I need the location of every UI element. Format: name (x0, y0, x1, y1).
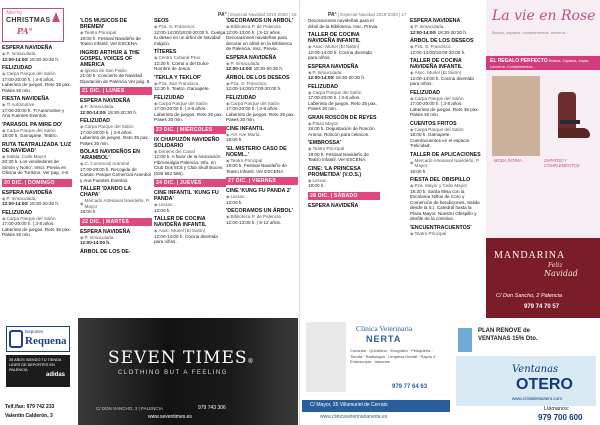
christmas-logo: Merry CHRISTMAS PA° (2, 8, 64, 42)
ad-mandarina[interactable]: MANDARINA Feliz Navidad C/ Don Sancho, 2 Palencia 979 74 70 57 (486, 238, 600, 318)
event-title: ESPERA NAVIDEÑA (308, 202, 359, 209)
day-header: 20 DIC. | DOMINGO (2, 179, 72, 187)
event-title: 'EL MISTERIO CASO DE NOEMI...' (226, 145, 287, 158)
location-pin-icon: ◉ (154, 148, 158, 154)
event-place: ◉ Carpa Parque del Salón (2, 215, 56, 221)
event-item (2, 190, 72, 207)
event-item (226, 95, 298, 123)
requena-phone: Telf./fax: 979 742 233 (5, 404, 55, 410)
seven-times-slogan: CLOTHING BUT A FEELING (118, 370, 228, 376)
location-pin-icon: ◉ (410, 70, 414, 75)
event-item (226, 75, 298, 92)
event-item (154, 216, 226, 245)
event-title: 'ENCUENTRACUENTOS' (410, 224, 472, 231)
event-title: GRAN ROSCÓN DE REYES (308, 114, 377, 121)
location-pin-icon: ◉ (2, 102, 6, 107)
event-title: ESPERA NAVIDEÑA (80, 98, 131, 104)
event-place: ◉ P. Inmaculada. (80, 104, 115, 109)
event-place: ◉ Iglesia de San Pablo (80, 67, 127, 73)
event-place: ◉ P. Inmaculada. (2, 195, 37, 201)
event-title: TALLER DE COCINA NAVIDEÑA INFANTIL (154, 216, 207, 228)
location-pin-icon: ◉ (154, 202, 158, 207)
event-time: 19:00 h. (308, 183, 325, 188)
event-place: ◉ Biblioteca P. de Palencia (226, 24, 281, 29)
location-pin-icon: ◉ (154, 24, 158, 29)
event-place: ◉ C. Comercial Arambol (80, 161, 130, 166)
location-pin-icon: ◉ (154, 100, 158, 106)
event-time: 17:00-20:00 h. | 3-8 años. Laberinto de juegos. Reto 35 pax. Pases 30 min. (2, 221, 71, 237)
event-place: ◉ Carpa Parque del Salón (80, 124, 134, 129)
event-place: ◉ Plaza Mayor (308, 120, 339, 126)
promo-banner: 35 AÑOS SIENDO TU TIENDA LIDER DE DEPORTES EN PALENCIA (6, 355, 70, 387)
event-time: 12:00-14:00/18:00-20:00 h. Cuelga tu deseo en un árbol de Navidad mágico. (154, 29, 226, 46)
event-item (154, 190, 226, 213)
event-title: CUENTOS FRITOS (410, 120, 457, 127)
event-place: ◉ AVI Ave María. (226, 131, 261, 137)
location-pin-icon: ◉ (80, 124, 84, 129)
event-title: FELIZUDAD (2, 209, 33, 216)
location-pin-icon: ◉ (308, 44, 312, 49)
location-pin-icon: ◉ (2, 215, 6, 221)
event-time: 18:00 h. (80, 209, 97, 214)
event-time: 12:00-14:00 h. Cocina divertida para niños. (308, 49, 372, 60)
event-time: 18:00 h. Gamapete. Teatro. (2, 133, 58, 138)
event-time: 12:00-14:00/18:00-20:00 h. (410, 49, 466, 55)
event-time: 12:00-13:00 h. | 5-12 años. Decoraciones navideñas para decorar un árbol en la Biblioteca de Palencia. Insc. Previa. (226, 29, 292, 51)
ad-seven-times[interactable]: SEVEN TIMES® CLOTHING BUT A FEELING C/ DON SANCHO, 3 | PALENCIA 979 743 306 www.seventimes.es (78, 318, 298, 425)
event-title: ESPERA NAVIDEÑA (226, 54, 277, 61)
event-item (308, 32, 380, 61)
event-title: BOLAS NAVIDEÑOS EN 'ARAMBOL' (80, 149, 140, 161)
event-item (308, 203, 380, 209)
event-place: ◉ Carpa Parque del Salón (410, 95, 464, 101)
event-item (226, 146, 298, 175)
event-item (80, 229, 152, 246)
location-pin-icon: ◉ (308, 120, 312, 126)
event-time: 12:00-14:00/ 18:30-20:30 h. (2, 201, 60, 206)
event-place: ◉ Lecrac. (154, 202, 174, 207)
location-pin-icon: ◉ (2, 153, 6, 159)
event-place: ◉ Teatro Principal (80, 30, 117, 35)
event-item (80, 118, 152, 146)
event-title: 'PARASOL PA MIRE DO' (2, 121, 63, 128)
event-place: ◉ Lecrac. (308, 177, 328, 183)
ad-requena[interactable]: Deportes Requena 35 AÑOS SIENDO TU TIENDA LIDER DE DEPORTES EN PALENCIA adidas Telf./fax: 979 742 233 Valentín Calderón, 3 (2, 318, 74, 425)
location-pin-icon: ◉ (226, 131, 230, 137)
event-time: 18:00 h. (226, 137, 243, 142)
event-time: 19:00 h. Festival Navideño de Teatro Infantil. Ver ESCENA. (226, 163, 287, 174)
event-title: 'LOS MÚSICOS DE BREMEN' (80, 18, 128, 30)
event-item (226, 55, 298, 72)
event-place: ◉ Pza. San Francisco (154, 80, 199, 86)
day-header: 28 DIC. | SÁBADO (308, 192, 380, 200)
event-place: ◉ Pza. Mayor y Calle Mayor (410, 183, 468, 188)
event-item (80, 98, 152, 115)
event-time: 18:30 h. Santa Misa con la Escolanía Niños de Coro y Comerción de bendiciones. Salida desde la S.I. Catedral hasta la Plaza Mayor. Nuestro Obispillo y desfile de la comitiva. (410, 188, 480, 221)
seven-times-title: SEVEN TIMES® (108, 348, 255, 368)
event-time: 17:00-20:00 h. | 3-8 años. Laberinto de juegos. Reto 35 pax. Pases 30 min. (308, 95, 377, 111)
event-time: 20:30 h. Los vendedores de Simón y Nono’. Inscr. Previa en Oficina de Turismo. Ver pag. 4-8. (2, 159, 70, 175)
location-pin-icon: ◉ (80, 67, 84, 73)
event-item (410, 121, 482, 149)
location-pin-icon: ◉ (226, 80, 230, 86)
event-item (2, 65, 72, 93)
event-time: 12:00-14:00 h. Cocina divertida para niños. (154, 233, 218, 244)
column-2 (80, 18, 152, 336)
location-pin-icon: ◉ (410, 183, 414, 188)
event-place: ◉ Asoc. Muriel (El Salón) (308, 44, 360, 49)
event-time: 17:00-20:00 h. | 3-8 años. Laberinto de juegos. Reto 35 pax. Pases 30 min. (410, 101, 479, 117)
column-3 (154, 18, 226, 336)
event-title: TALLER DE COCINA NAVIDEÑA INFANTIL (308, 32, 361, 44)
event-item (154, 95, 226, 123)
location-pin-icon: ◉ (226, 24, 230, 29)
event-time: 19:00 h. Festival Navideño de Teatro Infantil. Ver ESCENA. (308, 151, 369, 162)
location-pin-icon: ◉ (154, 228, 158, 233)
event-time: 17:00-20:00 h. | 3-8 años. Laberinto de juegos. Reto 35 pax. Pases 30 min. (2, 76, 71, 93)
event-time: 12:00-14:00 h. (80, 240, 111, 245)
event-time: 18:00 h. Gamapete. Cuentacuentos en el espacio 'Felicidad'. (410, 132, 470, 148)
event-time: 17:00-20:00 h. Recogida de Cartas. Parque Comercial Arambol y Ana Fuentes Eventos. (80, 166, 151, 183)
event-time: 21:00 h. Concierto de Navidad Diputación de Palencia Ver pág. 8. (80, 73, 151, 84)
event-place: ◉ Carpa Parque del Salón (2, 71, 56, 76)
location-pin-icon: ◉ (410, 24, 414, 29)
event-item (2, 96, 72, 119)
event-title: FELIZUDAD (308, 83, 339, 90)
event-title: ESPERA NAVIDEÑA (2, 189, 53, 196)
event-place: ◉ Carpa Parque del Salón (226, 100, 280, 106)
event-time: 12:30 h. Teatro. Gamapete. (154, 86, 210, 91)
model-photo (492, 76, 540, 156)
event-item (410, 177, 482, 222)
event-title: FELIZUDAD (410, 89, 441, 96)
day-header: 27 DIC. | VIERNES (226, 177, 298, 185)
event-item (410, 38, 482, 55)
adidas-logo: adidas (46, 372, 66, 378)
event-place: ◉ P. Inmaculada. (410, 24, 445, 29)
event-place: ◉ Asoc. Muriel (El Salón) (154, 228, 206, 233)
event-time: 18:00 h. (410, 168, 427, 174)
event-item (308, 166, 380, 189)
event-time: 12:30 h. Corral a del Dulce Nombre de Jesús. (154, 60, 209, 71)
event-place: ◉ Lecrac. (226, 194, 246, 199)
event-title: 'DECORAMOS UN ÁRBOL' (226, 18, 293, 24)
dog-photo (306, 322, 346, 392)
event-place: ◉ Carpa Parque del Salón (154, 100, 208, 106)
event-title: SEOS (154, 18, 169, 24)
location-pin-icon: ◉ (2, 195, 6, 201)
event-place: ◉ Carpa Parque del Salón (410, 126, 464, 132)
event-item (308, 64, 380, 81)
event-place: ◉ Carpa Parque del Salón (308, 89, 362, 95)
location-pin-icon: ◉ (410, 160, 414, 166)
ad-ventanas-otero[interactable]: PLAN RENOVE de VENTANAS 15% Dto. Ventanas OTERO www.cristaleriaotero.com Llámanos: 979 700 600 (452, 318, 600, 425)
location-pin-icon: ◉ (410, 230, 414, 236)
event-title: TALLER DE COCINA NAVIDEÑA INFANTIL (410, 58, 463, 70)
column-1 (2, 8, 72, 326)
location-pin-icon: ◉ (2, 71, 6, 76)
event-item (226, 188, 298, 205)
location-pin-icon: ◉ (410, 126, 414, 132)
location-pin-icon: ◉ (308, 146, 312, 151)
event-time: 18:00 h. Degustación de Roscón Aroma. Roscón para celiacos. (308, 126, 375, 137)
event-time: 17:00-20:00 h. | 3-8 años. Laberinto de juegos. Reto 35 pax. Pases 30 min. (226, 106, 295, 122)
event-title: 'EMBROSSA' (308, 140, 342, 146)
event-item (308, 84, 380, 112)
location-pin-icon: ◉ (308, 177, 312, 183)
requena-address: Valentín Calderón, 3 (5, 413, 53, 419)
event-time: 19:00 h. Festival Navideño de Teatro Infantil. Ver ESCENA. (80, 35, 141, 46)
event-title: CINE INFANTIL (226, 125, 264, 132)
column-5 (308, 18, 380, 336)
day-header: 21 DIC. | LUNES (80, 87, 152, 95)
event-title: CINE INFANTIL 'KUNG FU PANDA' (154, 190, 219, 202)
location-pin-icon: ◉ (80, 161, 84, 166)
event-title: TALLER 'DANDO LA CHAPA' (80, 186, 131, 198)
event-title: ÁRBOL DE LOS DESEOS (226, 74, 290, 81)
location-pin-icon: ◉ (308, 89, 312, 95)
event-item (410, 18, 482, 35)
event-title: ÁRBOL DE LOS DE- (80, 248, 131, 255)
event-place: ◉ Pza. S. Francisco. (410, 44, 452, 49)
event-item (226, 18, 298, 52)
event-time: 17:00-20:00 h. | 3-8 años. Laberinto de juegos. Reto 35 pax. Pases 30 min. (80, 129, 149, 146)
event-place: ◉ Tl Automotive (2, 102, 35, 107)
location-pin-icon: ◉ (80, 200, 84, 206)
event-time: 12:00-14:00/ 18:30-20:30 h. (80, 109, 138, 115)
location-pin-icon: ◉ (410, 95, 414, 101)
location-pin-icon: ◉ (80, 30, 84, 35)
event-item (80, 186, 152, 215)
tree-icon (52, 12, 60, 22)
event-title: ESPERA NAVIDEÑA (410, 18, 461, 24)
event-time: 12:00-14:00/ 18:30-20:30 h. (2, 56, 60, 62)
event-place: ◉ Teatro Principal (226, 157, 263, 163)
event-item (80, 249, 152, 255)
location-pin-icon: ◉ (226, 157, 230, 163)
ad-la-vie-en-rose[interactable]: La vie en Rose Bolsos, zapatos, complementos, lencería... EL REGALO PERFECTO Bolsos, Zapatos, Joyas, Lencería, Complementos... MODA ÍNTIMA ZAPATOS Y COMPLEMENTOS (486, 0, 600, 238)
event-title: IX CHAPUZÓN NAVIDEÑO SOLIDARIO (154, 136, 220, 149)
event-title: FELIZUDAD (154, 94, 185, 101)
event-title: FIESTA DEL OBISPILLO (410, 177, 471, 183)
event-item (226, 126, 298, 143)
event-title: FELIZUDAD (80, 118, 111, 124)
nerta-web[interactable]: www.clinicaveterinarianerta.es (320, 414, 388, 420)
event-place: ◉ P. Inmaculada. (226, 60, 261, 66)
event-item (2, 210, 72, 238)
event-place: ◉ P. Inmaculada. (80, 234, 115, 240)
event-time: 12:00-14:00 h. Cocina divertida para niños. (410, 75, 474, 86)
event-item (2, 45, 72, 62)
day-header: 24 DIC. | JUEVES (154, 179, 226, 187)
event-place: ◉ Mercado Artesanal Navideño, P. Mayor (80, 198, 150, 209)
nerta-phone: 979 77 64 63 (392, 384, 428, 390)
column-6 (410, 18, 482, 336)
event-item (154, 18, 226, 46)
event-title: ÁRBOL DE LOS DESEOS (410, 38, 474, 44)
event-time: 12:00-14:00/17:00-20:00 h. (226, 86, 282, 91)
location-pin-icon: ◉ (154, 55, 158, 60)
location-pin-icon: ◉ (2, 51, 6, 56)
event-title: 'DECORAMOS UN ÁRBOL' (226, 208, 293, 214)
location-pin-icon: ◉ (80, 104, 84, 109)
event-title: 'TEKLA Y TEKLOF' (154, 74, 202, 81)
event-item (154, 49, 226, 72)
event-title: CINE: 'LA PRINCESA PROMETIDA' (V.O.S.) (308, 165, 362, 178)
event-place: ◉ Mercado Artesanal Navideño, P. Mayor (410, 157, 480, 168)
location-pin-icon: ◉ (226, 194, 230, 199)
boot-photo (544, 92, 592, 142)
event-place: ◉ Teatro Principal (410, 230, 447, 236)
day-header: 22 DIC. | MARTES (80, 218, 152, 226)
event-item (226, 208, 298, 225)
event-title: TALLER DE APLICACIONES (410, 151, 481, 158)
event-place: ◉ Biblioteca P. de Palencia (226, 214, 281, 219)
location-pin-icon: ◉ (226, 60, 230, 66)
event-title: ESPERA NAVIDEÑA (2, 45, 53, 51)
event-item (410, 225, 482, 237)
event-item (308, 115, 380, 138)
event-place: ◉ Carpa Parque del Salón (2, 127, 56, 133)
event-title: FELIZUDAD (226, 94, 257, 101)
event-time: 12:00-13:00 h. | 5-12 años. (226, 219, 282, 225)
event-time: 12:00-14:00/ 18:30-20:30 h. (410, 29, 468, 35)
event-time: Decoraciones navideñas para el árbol de la Biblioteca. Insc. Previa. (308, 18, 379, 29)
location-pin-icon: ◉ (2, 127, 6, 133)
otero-web[interactable]: www.cristaleriaotero.com (512, 396, 563, 401)
column-4 (226, 18, 298, 336)
seven-times-web[interactable]: www.seventimes.es (148, 414, 192, 420)
event-time: 12:00-14:00/ 18:30-20:30 h. (226, 66, 284, 71)
event-item (308, 140, 380, 163)
event-place: ◉ Pza. S. Francisco (154, 24, 195, 29)
day-header: 23 DIC. | MIÉRCOLES (154, 126, 226, 134)
event-title: INGRID ARTHUR & THE GOSPEL VOICES OF AMERICA (80, 49, 140, 68)
event-item (2, 142, 72, 176)
event-place: ◉ Centro Cultural Prov. (154, 55, 202, 60)
event-item (2, 122, 72, 139)
event-place: ◉ Salida: Calle Mayor (2, 153, 47, 159)
ad-clinica-nerta[interactable]: Clínica Veterinaria NERTA Consulta · Quirófano · Ecografía · Peluquería · Tienda · Radiología · Limpieza Dental · Rayos X · Endoscopia · Vacunas 979 77 64 63 C/ Mayor, 35 Villamuriel de Cerrato www.clinicaveterinarianerta.es (302, 318, 450, 425)
event-title: RUTA TEATRALIZADA 'LUZ DE NAVIDAD' (2, 141, 71, 154)
otero-phone: 979 700 600 (538, 413, 583, 422)
event-place: ◉ Pza. S. Francisco. (226, 80, 268, 86)
location-pin-icon: ◉ (80, 234, 84, 240)
event-item (154, 75, 226, 92)
location-pin-icon: ◉ (154, 80, 158, 86)
location-pin-icon: ◉ (226, 214, 230, 219)
location-pin-icon: ◉ (308, 69, 312, 75)
event-time: 12:00-14:00/ 18:30-20:30 h. (308, 75, 366, 80)
event-place: ◉ Teatro Principal (308, 146, 345, 151)
event-place: ◉ P. Inmaculada. (2, 51, 37, 56)
event-title: ESPERA NAVIDEÑA (308, 63, 359, 70)
event-place: ◉ Asoc. Muriel (El Salón) (410, 70, 462, 75)
event-title: TÍTERES (154, 49, 177, 55)
event-item (80, 50, 152, 85)
event-item (308, 18, 380, 29)
event-time: 12:00 h. (226, 199, 243, 205)
gift-banner: EL REGALO PERFECTO Bolsos, Zapatos, Joyas, Lencería, Complementos... (486, 56, 600, 70)
location-pin-icon: ◉ (226, 100, 230, 106)
event-item (80, 149, 152, 183)
event-place: ◉ Dimens del Canal (154, 148, 195, 154)
event-title: CINE 'KUNG FU PANDA 2' (226, 188, 291, 194)
event-item (410, 152, 482, 175)
event-time: 17:00-20:00 h. | 3-8 años. Laberinto de juegos. Reto 35 pax. Pases 30 min. (154, 106, 223, 122)
page-header-left: PA° | Especial Navidad 2019-2020 | 16 (218, 12, 297, 18)
event-time: 12:00 h. A favor de la Asociación Fibromialgia Palencia. Info. en Club Dos 5C8 y Club Skull Buceo (636 562 566). (154, 154, 223, 176)
event-time: 17:00-20:00 h. Tl Automotive y Ana Fuentes Eventos. (2, 107, 65, 118)
page-header-right: PA° | Especial Navidad 2019-2020 | 17 (328, 12, 407, 18)
event-item (80, 18, 152, 47)
event-title: FIESTA NAVIDEÑA (2, 96, 49, 102)
event-place: ◉ P. Inmaculada. (308, 69, 343, 75)
window-icon (458, 328, 472, 352)
event-title: FELIZUDAD (2, 65, 33, 71)
event-item (154, 137, 226, 177)
seven-times-phone: 979 743 306 (198, 405, 226, 411)
event-item (410, 90, 482, 118)
event-item (410, 58, 482, 87)
event-time: 12:00 h. (154, 207, 171, 213)
location-pin-icon: ◉ (410, 44, 414, 49)
event-title: ESPERA NAVIDEÑA (80, 228, 131, 235)
